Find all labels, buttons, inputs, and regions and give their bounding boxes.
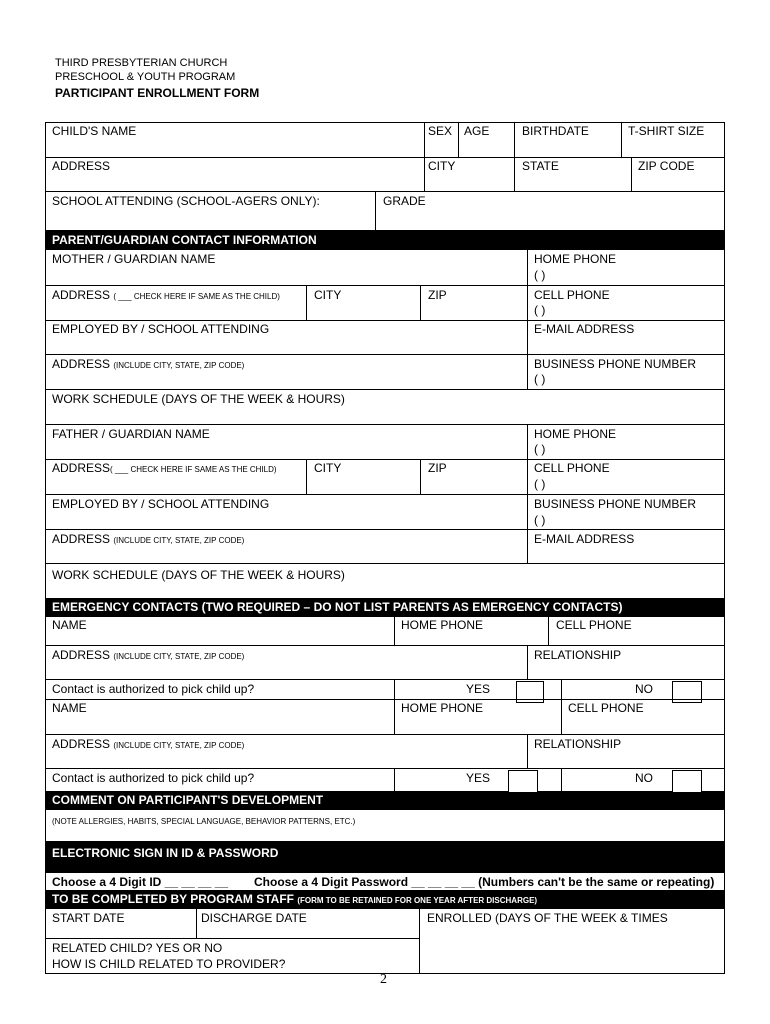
grade-field[interactable] bbox=[375, 191, 725, 231]
child-state-label: STATE bbox=[522, 159, 559, 173]
ec1-pickup-label: Contact is authorized to pick child up? bbox=[52, 682, 255, 696]
mother-business-phone-paren: ( ) bbox=[534, 372, 546, 386]
father-business-phone-paren: ( ) bbox=[534, 513, 546, 527]
ec2-no-checkbox[interactable] bbox=[672, 770, 702, 794]
form-title: PARTICIPANT ENROLLMENT FORM bbox=[55, 86, 260, 100]
related-child-label: RELATED CHILD? YES OR NO bbox=[52, 941, 223, 955]
father-cell-phone-label: CELL PHONE bbox=[534, 461, 610, 475]
mother-city-label: CITY bbox=[314, 288, 342, 302]
father-zip-label: ZIP bbox=[428, 461, 447, 475]
ec2-yes-label: YES bbox=[466, 771, 491, 785]
tshirt-label: T-SHIRT SIZE bbox=[628, 124, 705, 138]
ec2-no-label: NO bbox=[635, 771, 653, 785]
emergency-section-header: EMERGENCY CONTACTS (TWO REQUIRED – DO NOT LIST PARENTS AS EMERGENCY CONTACTS) bbox=[45, 599, 725, 616]
grade-label: GRADE bbox=[383, 194, 426, 208]
father-work-schedule-label: WORK SCHEDULE (DAYS OF THE WEEK & HOURS) bbox=[52, 568, 345, 582]
father-email-label: E-MAIL ADDRESS bbox=[534, 532, 635, 546]
mother-cell-phone-label: CELL PHONE bbox=[534, 288, 610, 302]
mother-cell-phone-paren: ( ) bbox=[534, 303, 546, 317]
ec1-home-phone-label: HOME PHONE bbox=[401, 618, 484, 632]
mother-email-label: E-MAIL ADDRESS bbox=[534, 322, 635, 336]
staff-section-header bbox=[45, 891, 725, 908]
school-label: SCHOOL ATTENDING (SCHOOL-AGERS ONLY): bbox=[52, 194, 320, 208]
father-address-label: ADDRESS bbox=[52, 461, 111, 475]
child-address-label: ADDRESS bbox=[52, 159, 111, 173]
father-name-label: FATHER / GUARDIAN NAME bbox=[52, 427, 210, 441]
ec1-address-note: (INCLUDE CITY, STATE, ZIP CODE) bbox=[113, 652, 245, 661]
church-name: THIRD PRESBYTERIAN CHURCH bbox=[55, 57, 228, 69]
mother-zip-label: ZIP bbox=[428, 288, 447, 302]
mother-address-label: ADDRESS bbox=[52, 288, 111, 302]
mother-employer-address-note: (INCLUDE CITY, STATE, ZIP CODE) bbox=[113, 361, 245, 370]
parent-section-header: PARENT/GUARDIAN CONTACT INFORMATION bbox=[45, 231, 725, 249]
page-number: 2 bbox=[380, 972, 387, 987]
father-address-check[interactable]: ( ___ CHECK HERE IF SAME AS THE CHILD) bbox=[110, 465, 277, 474]
child-zip-label: ZIP CODE bbox=[638, 159, 695, 173]
ec2-yes-checkbox[interactable] bbox=[508, 770, 538, 794]
ec2-home-phone-label: HOME PHONE bbox=[401, 701, 484, 715]
program-name: PRESCHOOL & YOUTH PROGRAM bbox=[55, 71, 236, 83]
ec2-address-label: ADDRESS bbox=[52, 737, 111, 751]
father-employer-address-note: (INCLUDE CITY, STATE, ZIP CODE) bbox=[113, 536, 245, 545]
signin-id-label[interactable]: Choose a 4 Digit ID __ __ __ __ bbox=[52, 875, 229, 889]
father-home-phone-label: HOME PHONE bbox=[534, 427, 617, 441]
signin-section-header: ELECTRONIC SIGN IN ID & PASSWORD bbox=[45, 842, 725, 872]
mother-employed-label: EMPLOYED BY / SCHOOL ATTENDING bbox=[52, 322, 270, 336]
start-date-label: START DATE bbox=[52, 911, 125, 925]
enrolled-label: ENROLLED (DAYS OF THE WEEK & TIMES bbox=[427, 911, 668, 925]
father-cell-phone-paren: ( ) bbox=[534, 477, 546, 491]
birthdate-label: BIRTHDATE bbox=[522, 124, 589, 138]
mother-employer-address-label: ADDRESS bbox=[52, 357, 111, 371]
ec1-address-label: ADDRESS bbox=[52, 648, 111, 662]
ec2-relationship-label: RELATIONSHIP bbox=[534, 737, 622, 751]
child-name-label: CHILD'S NAME bbox=[52, 124, 137, 138]
father-employer-address-label: ADDRESS bbox=[52, 532, 111, 546]
ec1-cell-phone-label: CELL PHONE bbox=[556, 618, 632, 632]
ec2-cell-phone-label: CELL PHONE bbox=[568, 701, 644, 715]
discharge-date-label: DISCHARGE DATE bbox=[201, 911, 307, 925]
ec1-yes-label: YES bbox=[466, 682, 491, 696]
how-related-label: HOW IS CHILD RELATED TO PROVIDER? bbox=[52, 957, 286, 971]
ec1-name-field[interactable] bbox=[45, 616, 395, 646]
ec2-name-label: NAME bbox=[52, 701, 87, 715]
mother-address-check[interactable]: ( ___ CHECK HERE IF SAME AS THE CHILD) bbox=[113, 292, 280, 301]
age-label: AGE bbox=[464, 124, 490, 138]
father-employed-label: EMPLOYED BY / SCHOOL ATTENDING bbox=[52, 497, 270, 511]
ec1-no-label: NO bbox=[635, 682, 653, 696]
mother-name-label: MOTHER / GUARDIAN NAME bbox=[52, 252, 216, 266]
father-business-phone-label: BUSINESS PHONE NUMBER bbox=[534, 497, 697, 511]
child-city-label: CITY bbox=[428, 159, 456, 173]
mother-work-schedule-label: WORK SCHEDULE (DAYS OF THE WEEK & HOURS) bbox=[52, 392, 345, 406]
father-home-phone-paren: ( ) bbox=[534, 442, 546, 456]
signin-password-label[interactable]: Choose a 4 Digit Password __ __ __ __ (Numbers can't be the same or repeating) bbox=[254, 875, 715, 889]
comment-section-header: COMMENT ON PARTICIPANT'S DEVELOPMENT bbox=[45, 792, 725, 809]
ec1-relationship-label: RELATIONSHIP bbox=[534, 648, 622, 662]
staff-section-note: (FORM TO BE RETAINED FOR ONE YEAR AFTER DISCHARGE) bbox=[297, 896, 538, 905]
father-city-label: CITY bbox=[314, 461, 342, 475]
ec2-pickup-label: Contact is authorized to pick child up? bbox=[52, 771, 255, 785]
comment-note: (NOTE ALLERGIES, HABITS, SPECIAL LANGUAGE, BEHAVIOR PATTERNS, ETC.) bbox=[52, 817, 356, 826]
staff-section-title: TO BE COMPLETED BY PROGRAM STAFF bbox=[52, 892, 295, 906]
sex-label: SEX bbox=[428, 124, 453, 138]
ec2-address-note: (INCLUDE CITY, STATE, ZIP CODE) bbox=[113, 741, 245, 750]
ec1-name-label: NAME bbox=[52, 618, 87, 632]
mother-business-phone-label: BUSINESS PHONE NUMBER bbox=[534, 357, 697, 371]
ec2-name-field[interactable] bbox=[45, 699, 395, 735]
mother-home-phone-label: HOME PHONE bbox=[534, 252, 617, 266]
mother-home-phone-paren: ( ) bbox=[534, 268, 546, 282]
